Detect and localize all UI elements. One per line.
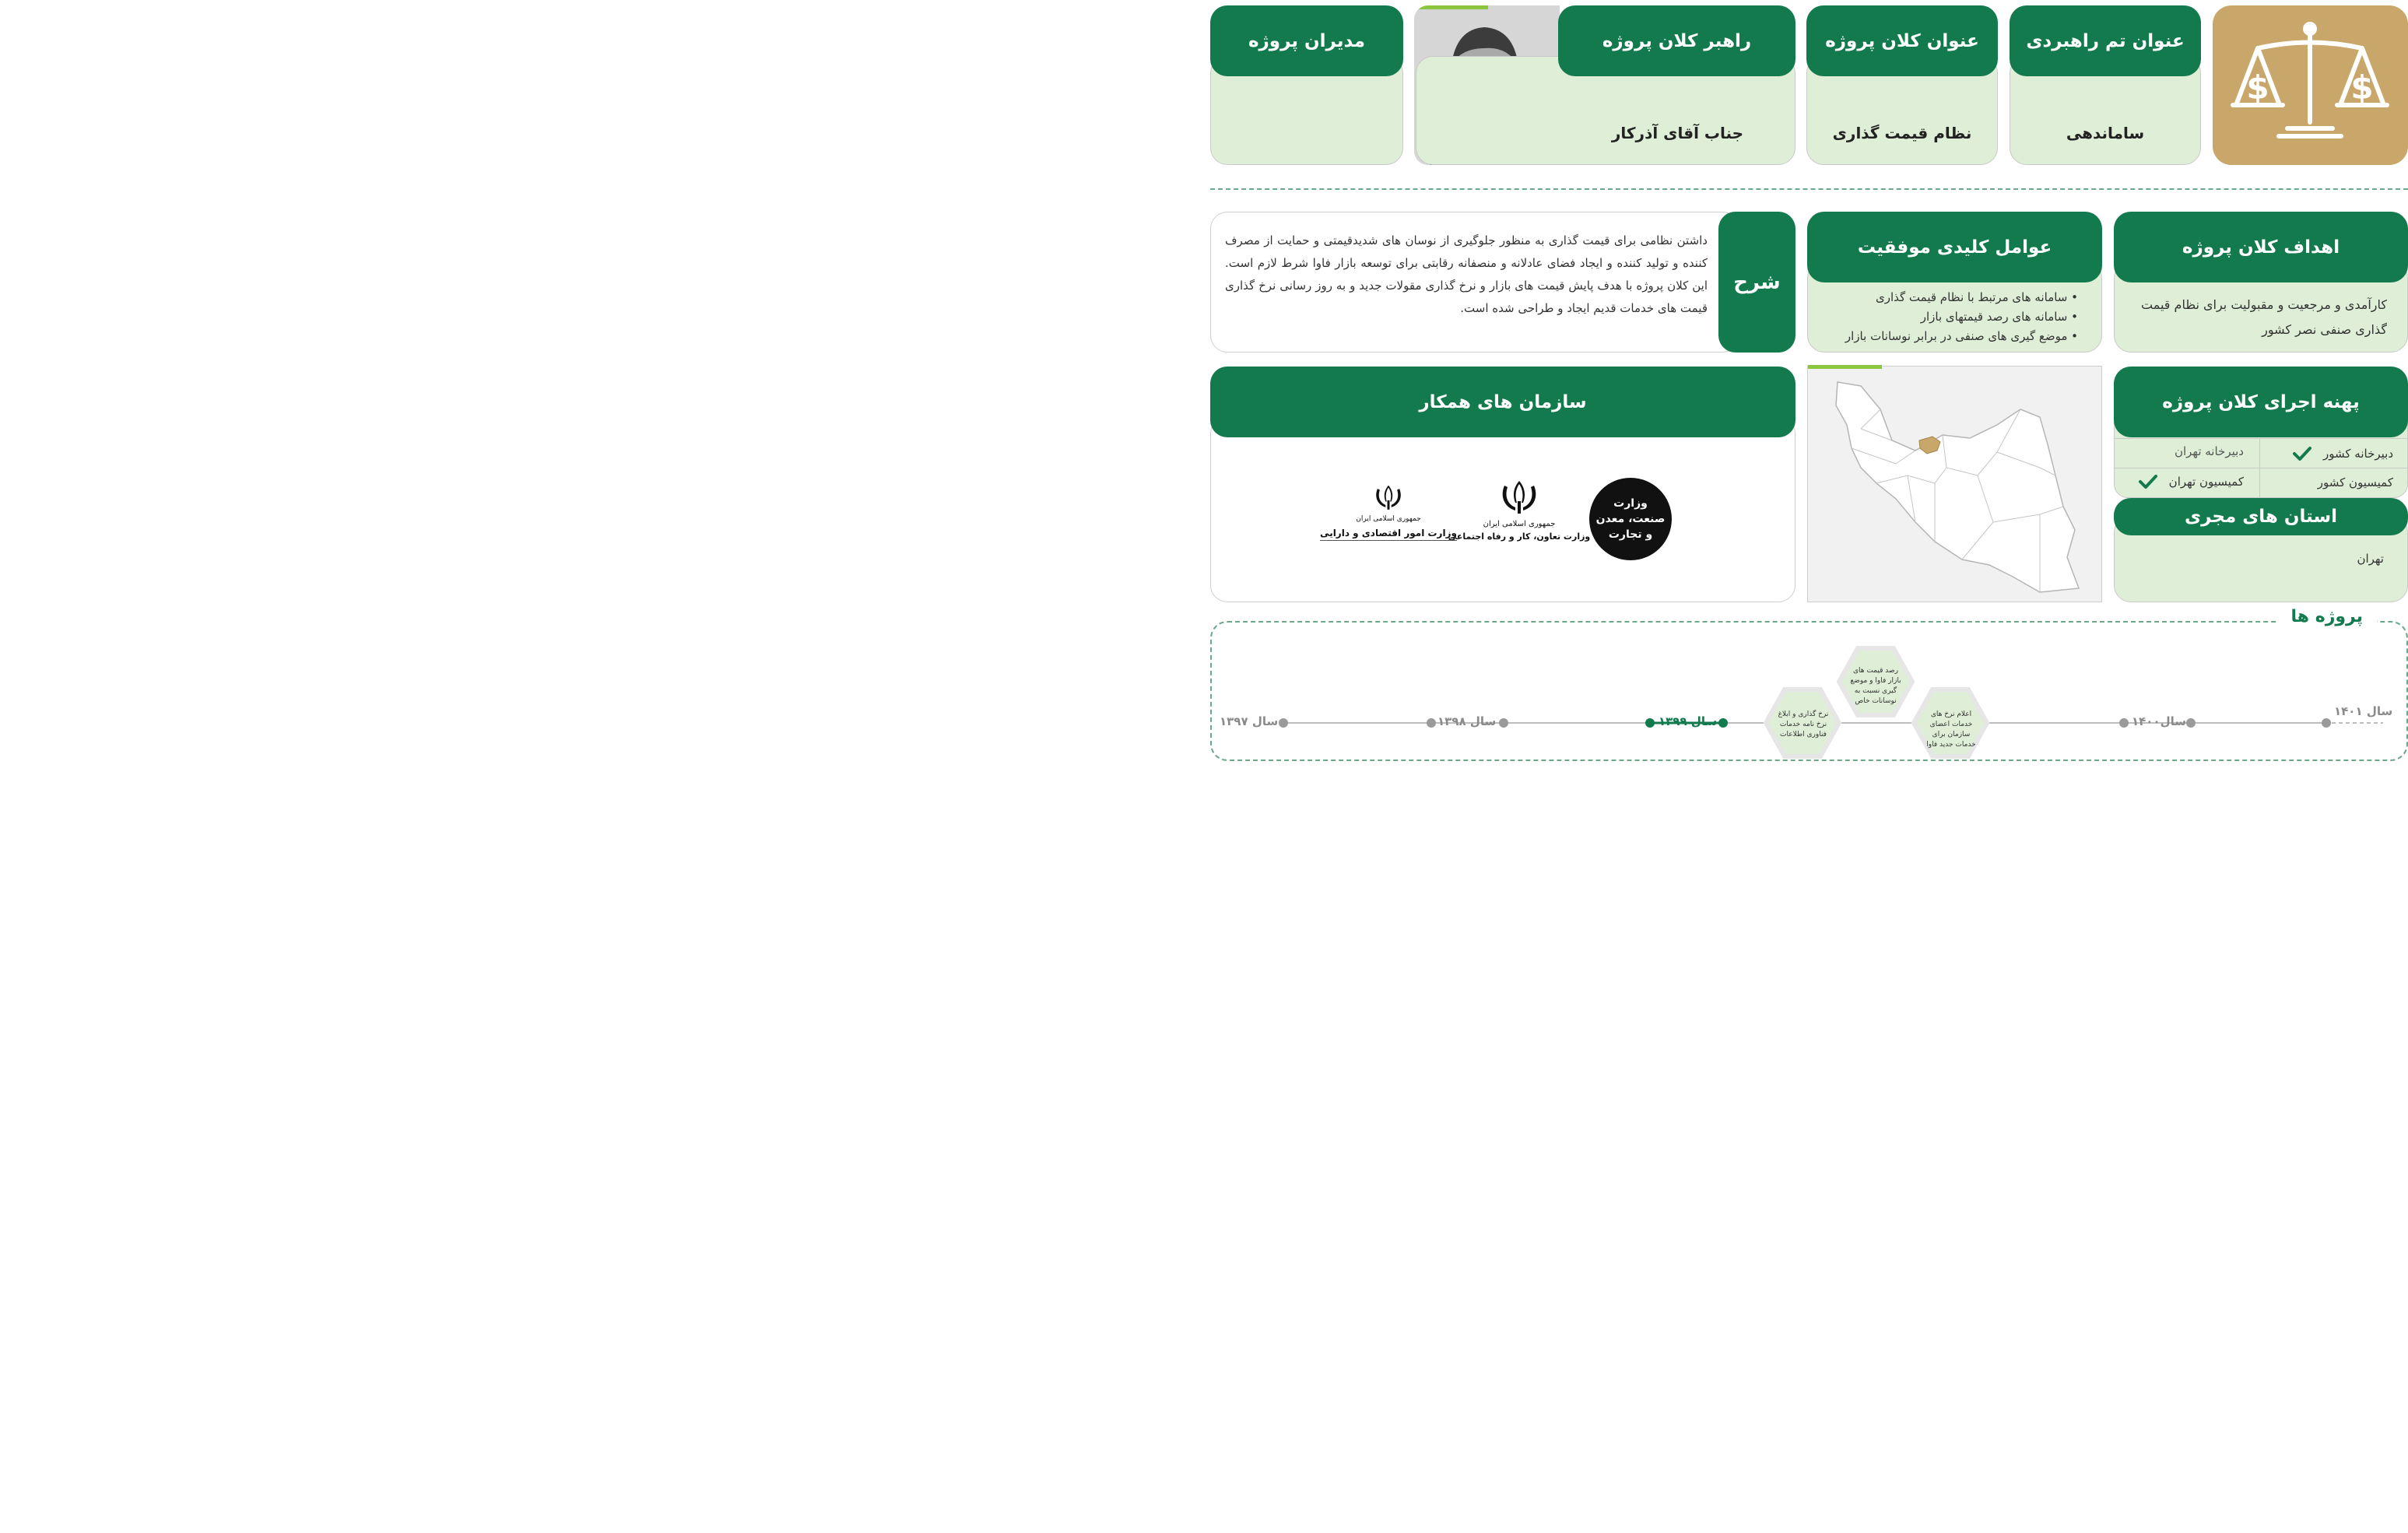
- year-text: سال۱۴۰۰: [2132, 714, 2187, 728]
- success-factor-item: • سامانه های رصد قیمتهای بازار: [1816, 307, 2078, 327]
- year-label-1398: [1437, 714, 1496, 728]
- description-title: شرح: [1733, 270, 1781, 294]
- success-factors-header: [1807, 212, 2102, 282]
- timeline: [1204, 623, 2408, 763]
- scope-option-commission-tehran[interactable]: [2138, 474, 2244, 489]
- project-hex-text: نرخ گذاری و ابلاغ نرخ نامه خدمات فناوری اطلاعات: [1778, 710, 1829, 738]
- iran-map-panel: [1807, 366, 2102, 602]
- ministry-labour-logo: [1448, 479, 1591, 565]
- year-label-1400: [2132, 714, 2186, 728]
- logo-text: صنعت، معدن: [1595, 513, 1666, 525]
- logo-text: و تجارت: [1608, 528, 1653, 541]
- year-text: سال ۱۳۹۷: [1220, 714, 1279, 728]
- description-header: [1718, 212, 1795, 353]
- year-text: سال ۱۴۰۱: [2334, 704, 2393, 718]
- svg-text:$: $: [2350, 68, 2374, 107]
- partners-title: سازمان های همکار: [1419, 391, 1587, 412]
- provinces-title: استان های مجری: [2184, 507, 2338, 527]
- theme-title-header: [2010, 5, 2201, 76]
- leader-value: جناب آقای آذرکار: [1611, 124, 1744, 142]
- scope-option-label: دبیرخانه تهران: [2174, 444, 2244, 458]
- leader-header: [1558, 5, 1795, 76]
- success-factor-item: • سامانه های مرتبط با نظام قیمت گذاری: [1816, 288, 2078, 307]
- logo-text: وزارت: [1613, 497, 1648, 510]
- theme-title-value: ساماندهی: [2066, 124, 2145, 142]
- logo-text: جمهوری اسلامی ایران: [1483, 520, 1556, 528]
- managers-label: مدیران پروژه: [1248, 30, 1366, 51]
- provinces-header: [2114, 498, 2408, 535]
- goals-title: اهداف کلان پروژه: [2182, 237, 2340, 258]
- managers-header: [1210, 5, 1403, 76]
- iran-emblem-icon: [1373, 484, 1404, 512]
- scope-option-commission-country[interactable]: [2318, 475, 2393, 489]
- ministry-industry-logo: [1589, 478, 1672, 560]
- svg-text:$: $: [2246, 68, 2269, 107]
- year-label-1401: [2334, 704, 2392, 718]
- year-label-1397: [1220, 714, 1278, 728]
- year-dot: [1279, 718, 1288, 728]
- year-dot: [2186, 718, 2196, 728]
- provinces-value: تهران: [2357, 552, 2384, 566]
- success-factors-list: [1816, 288, 2078, 346]
- scope-header: [2114, 367, 2408, 437]
- scales-icon-tile: [2213, 5, 2408, 165]
- mega-title-label: عنوان کلان پروژه: [1825, 30, 1979, 51]
- partners-card: [1210, 416, 1795, 602]
- project-hex-market-monitoring[interactable]: [1848, 666, 1903, 707]
- mega-title-header: [1806, 5, 1998, 76]
- project-hex-tariff-notification[interactable]: [1776, 710, 1831, 740]
- goals-header: [2114, 212, 2408, 282]
- description-card: [1210, 212, 1739, 353]
- year-text: سال ۱۳۹۹: [1659, 714, 1718, 728]
- logo-text: وزارت امور اقتصادی و دارایی: [1320, 528, 1457, 541]
- iran-map: [1806, 367, 2101, 603]
- scope-option-label: کمیسیون تهران: [2168, 475, 2244, 489]
- scales-icon: [2213, 5, 2408, 165]
- description-text: داشتن نظامی برای قیمت گذاری به منظور جلوگیری از نوسان های شدیدقیمتی و حمایت از مصرف کننده و تولید کننده و ایجاد فضای عادلانه و منصفانه رقابتی برای توسعه بازار فاوا شرط لازم است. این کلان پروژه با هدف پایش قیمت های بازار و نرخ گذاری مقولات جدید و به روز رسانی نرخ گذاری قیمت های خدمات قدیم ایجاد و طراحی شده است.: [1225, 233, 1708, 315]
- logo-text: وزارت تعاون، کار و رفاه اجتماعی: [1448, 531, 1591, 542]
- year-dot: [1718, 718, 1728, 728]
- success-factors-title: عوامل کلیدی موفقیت: [1857, 237, 2052, 258]
- success-factor-item: • موضع گیری های صنفی در برابر نوسانات بازار: [1816, 327, 2078, 346]
- scope-option-label: کمیسیون کشور: [2317, 475, 2393, 489]
- year-dot: [1499, 718, 1508, 728]
- photo-accent-bar: [1414, 5, 1488, 9]
- year-dot: [2119, 718, 2129, 728]
- project-hex-text: اعلام نرخ های خدمات اعضای سازمان برای خدمات جدید فاوا: [1926, 710, 1976, 749]
- check-icon: [2292, 446, 2312, 461]
- partners-header: [1210, 367, 1795, 437]
- year-label-1399: [1659, 714, 1717, 728]
- ministry-economy-logo: [1320, 484, 1457, 562]
- project-hex-text: رصد قیمت های بازار فاوا و موضع گیری نسبت به نوسانات خاص: [1850, 667, 1901, 705]
- project-hex-new-service-rates[interactable]: [1923, 710, 1979, 750]
- scope-option-label: دبیرخانه کشور: [2323, 447, 2393, 461]
- scope-option-secretariat-tehran[interactable]: [2175, 444, 2244, 458]
- section-divider: [1210, 188, 2408, 190]
- year-text: سال ۱۳۹۸: [1437, 714, 1497, 728]
- mega-title-value: نظام قیمت گذاری: [1832, 124, 1972, 142]
- logo-text: جمهوری اسلامی ایران: [1356, 515, 1421, 523]
- scope-option-secretariat-country[interactable]: [2292, 446, 2393, 461]
- scope-title: پهنه اجرای کلان پروژه: [2162, 391, 2360, 412]
- goals-text: کارآمدی و مرجعیت و مقبولیت برای نظام قیمت گذاری صنفی نصر کشور: [2141, 297, 2387, 337]
- leader-label: راهبر کلان پروژه: [1602, 30, 1752, 51]
- year-dot: [1645, 718, 1655, 728]
- year-dot: [1427, 718, 1436, 728]
- iran-emblem-icon: [1498, 479, 1540, 517]
- projects-title-text: پروژه ها: [2290, 607, 2363, 626]
- theme-title-label: عنوان تم راهبردی: [2026, 30, 2185, 51]
- map-accent-bar: [1808, 365, 1882, 369]
- year-dot: [2322, 718, 2331, 728]
- check-icon: [2138, 474, 2158, 489]
